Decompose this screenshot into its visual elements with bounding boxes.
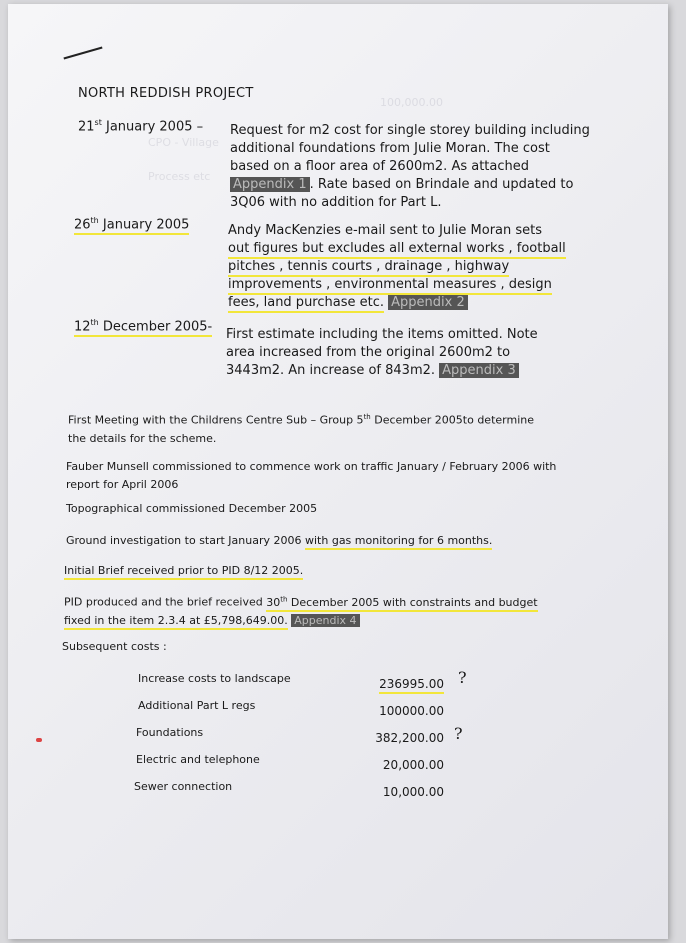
cost-value: 20,000.00	[382, 758, 444, 772]
bleed-through-text: Process etc	[148, 170, 211, 183]
subsequent-costs-heading: Subsequent costs :	[62, 640, 167, 653]
paragraph-initial-brief: Initial Brief received prior to PID 8/12 2005.	[64, 562, 303, 580]
cost-label: Electric and telephone	[136, 753, 260, 766]
redacted-appendix-ref: Appendix 3	[439, 363, 519, 378]
cost-label: Sewer connection	[134, 780, 233, 793]
redacted-appendix-ref: Appendix 1	[230, 177, 310, 192]
cost-label: Additional Part L regs	[138, 699, 256, 712]
entry-date: 21st January 2005 –	[78, 118, 204, 135]
cost-label: Foundations	[136, 726, 204, 739]
bleed-through-text: CPO - Village	[148, 136, 219, 149]
entry-text: Andy MacKenzies e-mail sent to Julie Moran sets out figures but excludes all external works , football pitches , tennis courts , drainage , highway improvements , environmental measures , design fees, land purchase etc. Appendix 2	[228, 222, 658, 312]
pen-dash-mark	[63, 47, 102, 60]
cost-label: Increase costs to landscape	[138, 672, 291, 685]
redacted-appendix-ref: Appendix 4	[291, 614, 359, 627]
handwritten-question-mark: ?	[458, 668, 467, 687]
cost-value: 382,200.00	[375, 731, 444, 745]
red-ink-spot	[36, 738, 42, 742]
cost-value: 10,000.00	[382, 785, 444, 799]
bleed-through-text: 100,000.00	[380, 96, 443, 109]
entry-date: 12th December 2005-	[74, 318, 212, 337]
paragraph-ground-investigation: Ground investigation to start January 2006 with gas monitoring for 6 months.	[66, 532, 492, 550]
entry-text: First estimate including the items omitted. Note area increased from the original 2600m2 to 3443m2. An increase of 843m2. Appendix 3	[226, 327, 538, 378]
cost-value: 100000.00	[379, 704, 444, 718]
handwritten-question-mark: ?	[454, 724, 463, 743]
redacted-appendix-ref: Appendix 2	[388, 295, 468, 310]
cost-value: 236995.00	[364, 677, 444, 691]
paragraph-topographical: Topographical commissioned December 2005	[66, 502, 318, 515]
paragraph-pid: PID produced and the brief received 30th December 2005 with constraints and budget fixed in the item 2.3.4 at £5,798,649.00. Appendix 4	[64, 590, 654, 630]
paragraph-fauber-munsell: Fauber Munsell commissioned to commence work on traffic January / February 2006 with report for April 2006	[66, 460, 557, 491]
paragraph-first-meeting: First Meeting with the Childrens Centre Sub – Group 5th December 2005to determine the details for the scheme.	[68, 413, 534, 445]
document-page	[8, 4, 668, 939]
document-title: NORTH REDDISH PROJECT	[78, 86, 254, 101]
entry-text: Request for m2 cost for single storey building including additional foundations from Julie Moran. The cost based on a floor area of 2600m2. As attached Appendix 1 . Rate based on Brindale and updated to 3Q06 with no addition for Part L.	[230, 123, 590, 210]
entry-date: 26th January 2005	[74, 216, 189, 235]
